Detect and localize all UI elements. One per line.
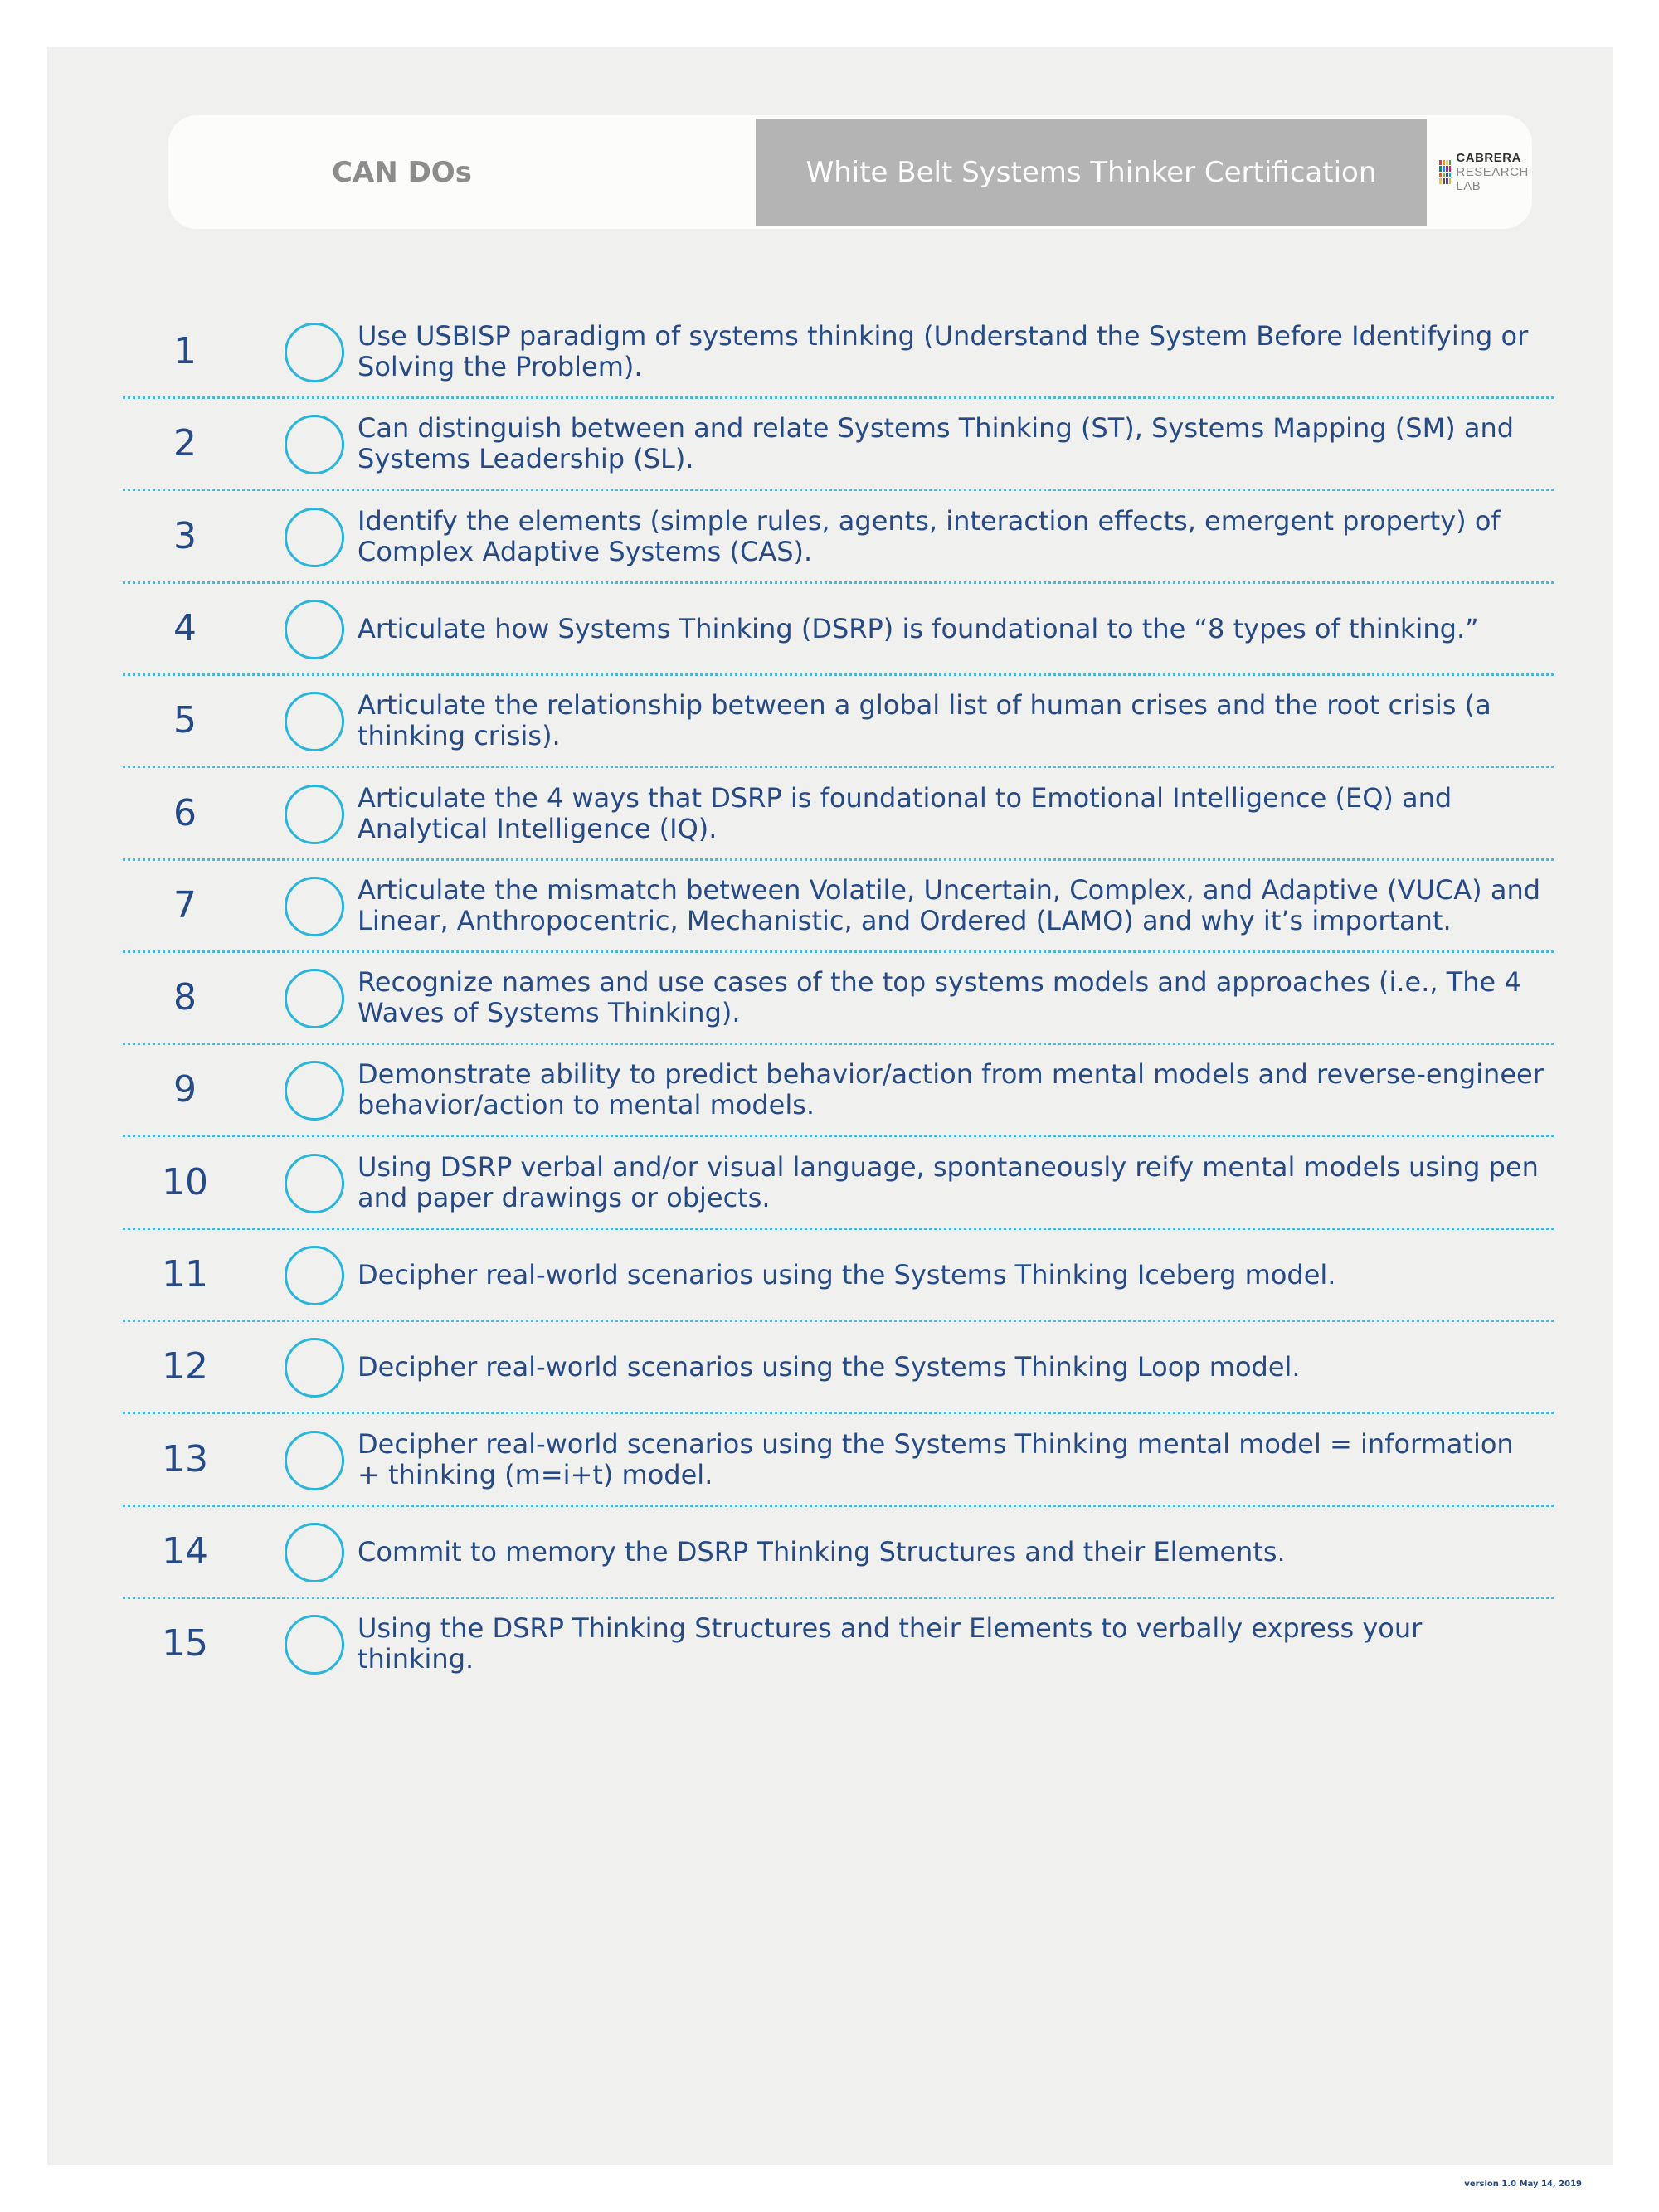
checkbox-circle[interactable] — [285, 600, 344, 659]
checkbox-circle[interactable] — [285, 1338, 344, 1398]
can-do-row — [123, 307, 1554, 399]
item-text: Using DSRP verbal and/or visual language, spontaneously reify mental models using pen and paper drawings or objects. — [358, 1150, 1539, 1213]
version-footer: version 1.0 May 14, 2019 — [1464, 2180, 1582, 2189]
item-number: 5 — [173, 699, 197, 742]
item-number: 4 — [173, 606, 197, 649]
logo-square — [1449, 173, 1452, 178]
checkbox-circle[interactable] — [285, 969, 344, 1028]
logo-square — [1446, 178, 1448, 184]
item-text: Articulate the relationship between a global list of human crises and the root crisis (a thinking crisis). — [358, 689, 1491, 752]
item-text: Articulate the 4 ways that DSRP is foundational to Emotional Intelligence (EQ) and Analytical Intelligence (IQ). — [358, 781, 1452, 844]
cabrera-logo — [1439, 150, 1540, 193]
logo-square — [1449, 166, 1452, 172]
item-text: Decipher real-world scenarios using the Systems Thinking mental model = information + thinking (m=i+t) model. — [358, 1427, 1514, 1490]
can-do-row — [123, 399, 1554, 491]
logo-square — [1439, 173, 1442, 178]
logo-square — [1443, 160, 1445, 166]
item-text: Articulate the mismatch between Volatile, Uncertain, Complex, and Adaptive (VUCA) and Linear, Anthropocentric, Mechanistic, and Ordered (LAMO) and why it’s important. — [358, 873, 1541, 936]
item-number: 15 — [162, 1622, 208, 1665]
header-bar — [168, 115, 1532, 229]
logo-square — [1449, 160, 1452, 166]
can-do-row — [123, 1230, 1554, 1322]
logo-square — [1443, 178, 1445, 184]
can-do-row — [123, 953, 1554, 1045]
item-number: 9 — [173, 1068, 197, 1111]
checkbox-circle[interactable] — [285, 877, 344, 936]
checkbox-circle[interactable] — [285, 1431, 344, 1490]
checkbox-circle[interactable] — [285, 692, 344, 751]
checkbox-circle[interactable] — [285, 785, 344, 844]
can-do-row — [123, 1045, 1554, 1137]
item-number: 12 — [162, 1345, 208, 1388]
item-number: 3 — [173, 514, 197, 557]
item-number: 6 — [173, 791, 197, 834]
logo-square — [1439, 178, 1442, 184]
item-number: 13 — [162, 1437, 208, 1480]
logo-text — [1456, 151, 1540, 193]
item-number: 2 — [173, 422, 197, 465]
can-do-row — [123, 492, 1554, 584]
worksheet-page — [47, 47, 1613, 2189]
logo-square — [1446, 166, 1448, 172]
can-do-row — [123, 1507, 1554, 1599]
checkbox-circle[interactable] — [285, 415, 344, 474]
logo-square — [1449, 178, 1452, 184]
item-text: Using the DSRP Thinking Structures and their Elements to verbally express your thinking. — [358, 1612, 1423, 1675]
logo-square — [1446, 173, 1448, 178]
item-text: Use USBISP paradigm of systems thinking (Understand the System Before Identifying or Solving the Problem). — [358, 320, 1529, 382]
logo-square — [1439, 160, 1442, 166]
can-do-row — [123, 1138, 1554, 1230]
can-do-row — [123, 861, 1554, 953]
logo-brand-bold: CABRERA — [1456, 150, 1521, 165]
item-text: Decipher real-world scenarios using the Systems Thinking Iceberg model. — [358, 1259, 1336, 1291]
logo-mark-icon — [1439, 160, 1451, 184]
item-number: 1 — [173, 330, 197, 372]
logo-square — [1443, 166, 1445, 172]
logo-square — [1446, 160, 1448, 166]
can-do-row — [123, 584, 1554, 676]
page-title: CAN DOs — [332, 155, 472, 189]
can-do-row — [123, 769, 1554, 861]
item-text: Commit to memory the DSRP Thinking Structures and their Elements. — [358, 1535, 1286, 1568]
can-do-row — [123, 676, 1554, 768]
item-text: Articulate how Systems Thinking (DSRP) is foundational to the “8 types of thinking.” — [358, 612, 1479, 644]
item-number: 7 — [173, 883, 197, 926]
logo-square — [1443, 173, 1445, 178]
item-text: Identify the elements (simple rules, agents, interaction effects, emergent property) of Complex Adaptive Systems (CAS). — [358, 504, 1501, 567]
checkbox-circle[interactable] — [285, 1154, 344, 1213]
checkbox-circle[interactable] — [285, 323, 344, 382]
certification-title: White Belt Systems Thinker Certification — [756, 119, 1427, 226]
checkbox-circle[interactable] — [285, 508, 344, 567]
item-text: Demonstrate ability to predict behavior/action from mental models and reverse-engineer behavior/action to mental models. — [358, 1058, 1544, 1121]
checkbox-circle[interactable] — [285, 1246, 344, 1305]
item-number: 11 — [162, 1253, 208, 1296]
checkbox-circle[interactable] — [285, 1061, 344, 1121]
logo-square — [1439, 166, 1442, 172]
can-do-row — [123, 1415, 1554, 1507]
item-number: 8 — [173, 976, 197, 1019]
item-text: Can distinguish between and relate Systems Thinking (ST), Systems Mapping (SM) and Systems Leadership (SL). — [358, 412, 1515, 475]
item-text: Decipher real-world scenarios using the Systems Thinking Loop model. — [358, 1351, 1301, 1383]
logo-brand-rest: RESEARCH LAB — [1456, 164, 1529, 193]
item-number: 14 — [162, 1529, 208, 1573]
item-number: 10 — [162, 1160, 208, 1203]
item-text: Recognize names and use cases of the top systems models and approaches (i.e., The 4 Waves of Systems Thinking). — [358, 966, 1521, 1029]
checkbox-circle[interactable] — [285, 1523, 344, 1582]
checkbox-circle[interactable] — [285, 1615, 344, 1675]
can-do-row — [123, 1599, 1554, 1691]
can-do-row — [123, 1322, 1554, 1414]
